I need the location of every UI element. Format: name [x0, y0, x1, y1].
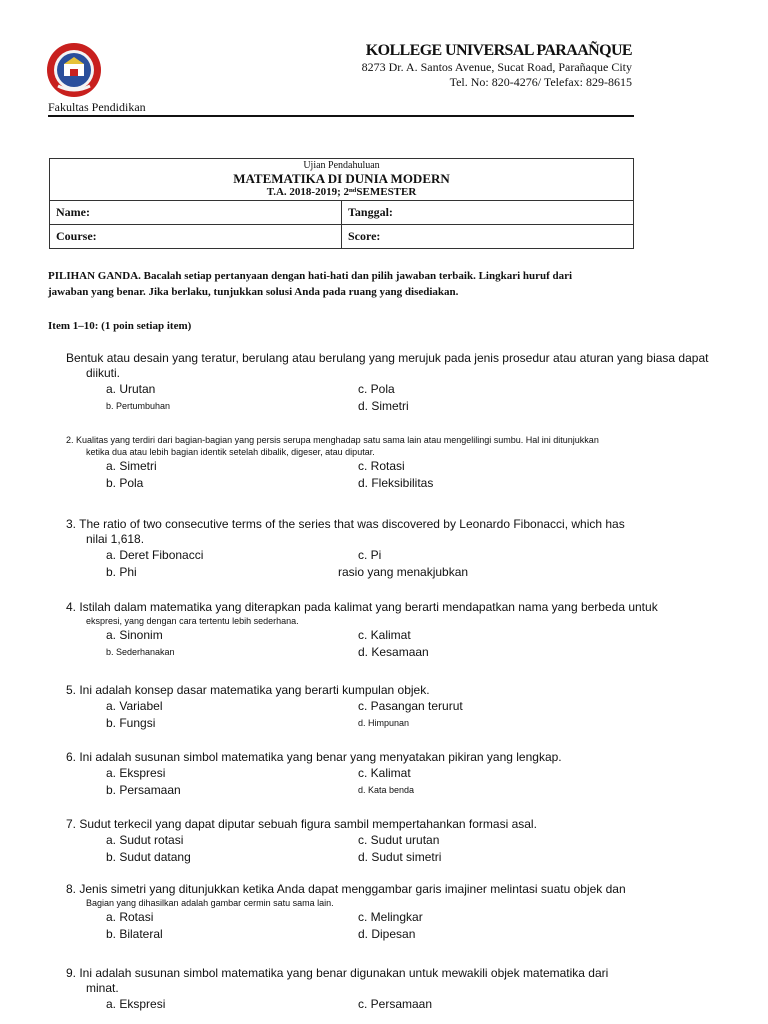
- option-b[interactable]: b. Pertumbuhan: [106, 400, 171, 411]
- school-address: 8273 Dr. A. Santos Avenue, Sucat Road, Parañaque City: [361, 60, 632, 74]
- option-a[interactable]: a. Sudut rotasi: [106, 833, 184, 847]
- question-1: [66, 351, 768, 414]
- option-a[interactable]: a. Deret Fibonacci: [106, 548, 204, 562]
- question-7: [66, 817, 768, 865]
- option-a[interactable]: a. Urutan: [106, 382, 156, 396]
- exam-info-box: [49, 158, 634, 249]
- option-b[interactable]: b. Phi: [106, 564, 137, 579]
- option-a[interactable]: a. Sinonim: [106, 628, 163, 642]
- option-c[interactable]: c. Pola: [358, 382, 395, 396]
- option-d[interactable]: d. Fleksibilitas: [358, 475, 434, 490]
- option-c[interactable]: c. Kalimat: [358, 628, 411, 642]
- option-c[interactable]: c. Sudut urutan: [358, 833, 440, 847]
- school-name: KOLLEGE UNIVERSAL PARAAÑQUE: [365, 42, 632, 59]
- question-9: [66, 966, 768, 1013]
- school-header: [362, 42, 632, 90]
- question-3: [66, 517, 768, 580]
- option-a[interactable]: a. Simetri: [106, 459, 157, 473]
- exam-row-name-date: [50, 200, 633, 224]
- question-text: 8. Jenis simetri yang ditunjukkan ketika Anda dapat menggambar garis imajiner melintasi suatu objek dan: [66, 882, 626, 896]
- option-d[interactable]: d. Kata benda: [358, 784, 415, 795]
- question-text: 5. Ini adalah konsep dasar matematika yang berarti kumpulan objek.: [66, 683, 430, 697]
- option-b[interactable]: b. Sudut datang: [106, 849, 191, 864]
- question-2: [66, 434, 768, 491]
- option-c[interactable]: c. Pasangan terurut: [358, 699, 463, 713]
- question-4: [66, 600, 768, 660]
- option-a[interactable]: a. Ekspresi: [106, 997, 166, 1011]
- option-d[interactable]: d. Sudut simetri: [358, 849, 442, 864]
- option-b[interactable]: b. Fungsi: [106, 715, 156, 730]
- option-a[interactable]: a. Variabel: [106, 699, 163, 713]
- option-b[interactable]: b. Bilateral: [106, 926, 163, 941]
- exam-intro: Ujian Pendahuluan: [303, 160, 380, 171]
- question-6: [66, 750, 768, 798]
- school-phone: Tel. No: 820-4276/ Telefax: 829-8615: [449, 75, 632, 89]
- question-text-cont: diikuti.: [86, 366, 121, 380]
- option-a[interactable]: a. Ekspresi: [106, 766, 166, 780]
- date-field[interactable]: Tanggal:: [341, 201, 633, 224]
- exam-row-course-score: [50, 224, 633, 248]
- question-text: 6. Ini adalah susunan simbol matematika yang benar yang menyatakan pikiran yang lengkap.: [66, 750, 562, 764]
- question-5: [66, 683, 768, 731]
- option-c[interactable]: c. Rotasi: [358, 459, 405, 473]
- option-d[interactable]: d. Dipesan: [358, 926, 416, 941]
- question-text-cont: ketika dua atau lebih bagian identik setelah dibalik, digeser, atau diputar.: [86, 447, 375, 457]
- faculty-label: Fakultas Pendidikan: [48, 100, 146, 114]
- option-d[interactable]: d. Himpunan: [358, 717, 410, 728]
- option-c[interactable]: c. Melingkar: [358, 910, 423, 924]
- option-b[interactable]: b. Sederhanakan: [106, 646, 175, 657]
- option-d[interactable]: d. Kesamaan: [358, 644, 429, 659]
- option-c[interactable]: c. Kalimat: [358, 766, 411, 780]
- item-range-label: Item 1–10: (1 poin setiap item): [48, 320, 192, 332]
- exam-year: T.A. 2018-2019; 2ⁿᵈSEMESTER: [266, 186, 417, 198]
- option-b[interactable]: b. Persamaan: [106, 782, 181, 797]
- question-text: 7. Sudut terkecil yang dapat diputar sebuah figura sambil mempertahankan formasi asal.: [66, 817, 537, 831]
- option-d[interactable]: d. Simetri: [358, 398, 409, 413]
- option-d[interactable]: rasio yang menakjubkan: [338, 564, 469, 579]
- question-text-cont: nilai 1,618.: [86, 532, 145, 546]
- option-b[interactable]: b. Pola: [106, 475, 144, 490]
- option-c[interactable]: c. Persamaan: [358, 997, 433, 1011]
- college-seal-logo: [46, 42, 102, 98]
- option-c[interactable]: c. Pi: [358, 548, 382, 562]
- instructions-text: PILIHAN GANDA. Bacalah setiap pertanyaan dengan hati-hati dan pilih jawaban terbaik. Lingkari huruf dari jawaban yang benar. Jika berlaku, tunjukkan solusi Anda pada ruang yang disediakan.: [48, 270, 573, 298]
- question-text: 2. Kualitas yang terdiri dari bagian-bagian yang persis serupa menghadap satu sama lain atau mengelilingi sumbu. Hal ini ditunjukkan: [66, 435, 599, 445]
- course-field[interactable]: Course:: [56, 229, 97, 243]
- name-field[interactable]: Name:: [56, 205, 90, 219]
- question-text-cont: minat.: [86, 981, 119, 995]
- question-text: 3. The ratio of two consecutive terms of the series that was discovered by Leonardo Fibonacci, which has: [66, 517, 625, 531]
- question-8: [66, 882, 768, 942]
- question-text: Bentuk atau desain yang teratur, berulang atau berulang yang merujuk pada jenis prosedur atau aturan yang biasa dapat: [66, 351, 709, 365]
- question-text: 4. Istilah dalam matematika yang diterapkan pada kalimat yang berarti mendapatkan nama yang berbeda untuk: [66, 600, 658, 614]
- score-field[interactable]: Score:: [341, 225, 633, 248]
- question-text-cont: Bagian yang dihasilkan adalah gambar cermin satu sama lain.: [86, 898, 334, 908]
- option-a[interactable]: a. Rotasi: [106, 910, 154, 924]
- question-text-cont: ekspresi, yang dengan cara tertentu lebih sederhana.: [86, 616, 299, 626]
- question-text: 9. Ini adalah susunan simbol matematika yang benar digunakan untuk mewakili objek matematika dari: [66, 966, 609, 980]
- header-divider: [48, 115, 634, 117]
- exam-title: MATEMATIKA DI DUNIA MODERN: [233, 171, 450, 186]
